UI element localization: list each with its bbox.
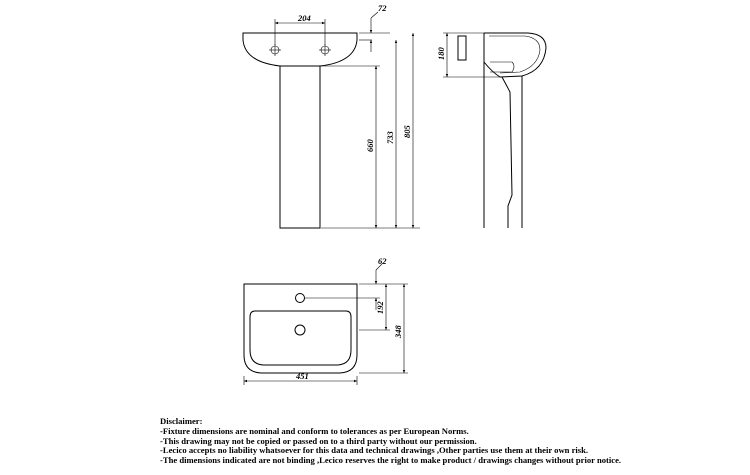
front-basin-outline [243,33,357,66]
disclaimer-line: -This drawing may not be copied or passed on to a third party without our permission. [160,435,477,446]
plan-view [244,256,408,385]
plan-basin-outline [244,284,357,373]
disclaimer-line: -Fixture dimensions are nominal and conform to tolerances as per European Norms. [160,425,469,436]
side-view [436,33,546,228]
plan-tap-hole [296,294,305,303]
dim-pedestal-height: 660 [365,139,375,152]
disclaimer-title: Disclaimer: [160,416,203,426]
side-pedestal [502,76,522,228]
dim-basin-depth: 180 [436,47,446,60]
plan-bowl [250,311,351,365]
disclaimer [160,417,750,466]
plan-waste [295,325,305,335]
disclaimer-line: -The dimensions indicated are not binding ,Lecico reserves the right to make product / drawings changes without prior notice. [160,455,622,466]
dim-waste-position: 192 [375,301,385,314]
dim-rim-depth: 72 [378,3,387,13]
side-tap [458,36,466,60]
dim-tap-offset: 62 [378,256,387,266]
disclaimer-line: -Lecico accepts no liability whatsoever for this data and technical drawings ,Other parties use them at their own risk. [160,445,589,456]
dim-tap-spacing: 204 [298,13,311,23]
side-basin-outline [484,33,546,77]
dim-projection: 348 [393,325,403,338]
front-tap-hole-right [319,44,331,56]
dim-width: 451 [296,371,309,381]
dim-overall-height: 805 [402,125,412,138]
dim-rim-height: 733 [385,131,395,144]
front-tap-hole-left [269,44,281,56]
front-view [243,3,420,228]
front-pedestal [280,66,320,228]
